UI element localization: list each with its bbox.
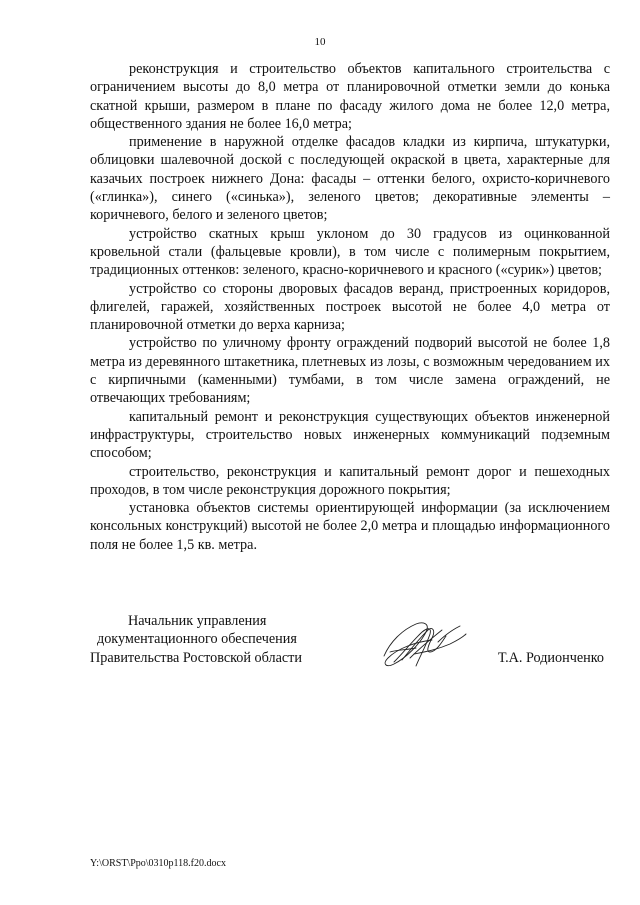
signer-title — [90, 612, 350, 667]
signer-title-line: Начальник управления — [128, 613, 267, 629]
list-item: устройство скатных крыш уклоном до 30 градусов из оцинкованной кровельной стали (фальцевые кровли), в том числе с полимерным покрытием, традиционных оттенков: зеленого, красно-коричневого и красного («сурик») цветов; — [90, 225, 610, 279]
list-item: устройство со стороны дворовых фасадов веранд, пристроенных коридоров, флигелей, гаражей, хозяйственных построек высотой не более 4,0 метра от планировочной отметки до верха карниза; — [90, 280, 610, 334]
signer-title-line: документационного обеспечения — [97, 631, 297, 648]
list-item: применение в наружной отделке фасадов кладки из кирпича, штукатурки, облицовки шалевочной доской с последующей окраской в цвета, характерные для казачьих построек нижнего Дона: фасады – оттенки белого, охристо-коричневого («глинка»), синего («синька»), зеленого цветов; декоративные элементы – коричневого, белого и зеленого цветов; — [90, 134, 610, 224]
list-item: реконструкция и строительство объектов капитального строительства с ограничением высоты до 8,0 метра от планировочной отметки земли до конька скатной крыши, размером в плане по фасаду жилого дома не более 12,0 метра, общественного здания не более 16,0 метра; — [90, 61, 610, 132]
list-item: установка объектов системы ориентирующей информации (за исключением консольных конструкций) высотой не более 2,0 метра и площадью информационного поля не более 1,5 кв. метра. — [90, 500, 610, 553]
page-number: 10 — [314, 36, 326, 48]
signer-title-line: Правительства Ростовской области — [90, 649, 302, 666]
list-item: устройство по уличному фронту ограждений подворий высотой не более 1,8 метра из деревянного штакетника, плетневых из лозы, с возможным чередованием их с кирпичными (каменными) тумбами, в том числе замена ограждений, не отвечающих требованиям; — [90, 335, 610, 407]
handwritten-signature — [380, 612, 470, 674]
signature-block — [90, 612, 610, 682]
document-body — [90, 60, 610, 554]
list-item: строительство, реконструкция и капитальный ремонт дорог и пешеходных проходов, в том числе реконструкция дорожного покрытия; — [90, 463, 610, 498]
list-item: капитальный ремонт и реконструкция существующих объектов инженерной инфраструктуры, строительство новых инженерных коммуникаций подземным способом; — [90, 408, 610, 462]
file-path: Y:\ORST\Ppo\0310p118.f20.docx — [90, 858, 226, 869]
signer-name: Т.А. Родионченко — [497, 649, 604, 666]
